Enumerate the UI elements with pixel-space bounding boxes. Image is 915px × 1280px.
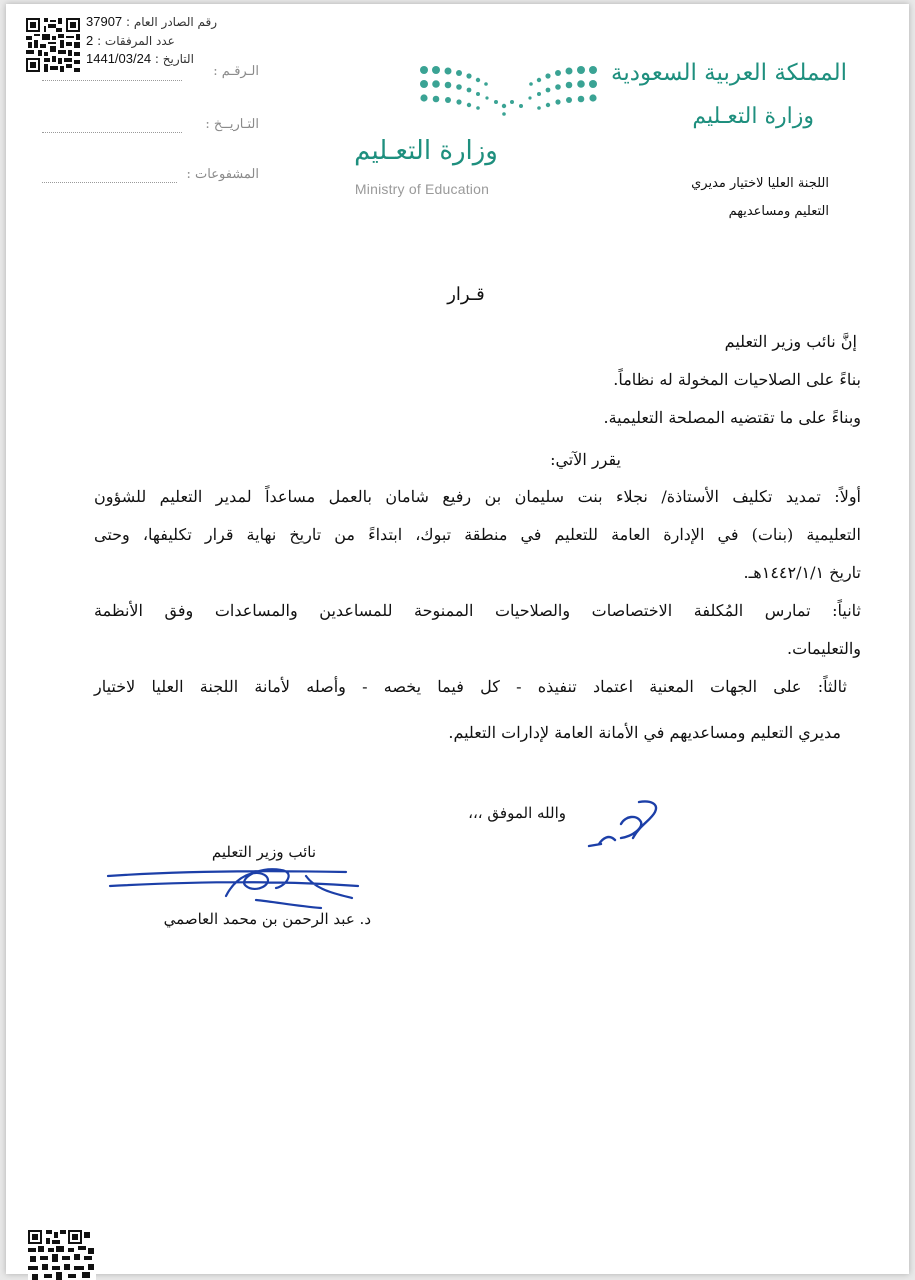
document-page: [6, 4, 909, 1274]
issue-date-label: التاريخ :: [154, 52, 194, 66]
general-number-label: رقم الصادر العام :: [125, 15, 218, 29]
ref-date-dotted-line: [42, 132, 182, 133]
attachments-label: عدد المرفقات :: [97, 34, 175, 48]
decision-title: قـرار: [447, 284, 485, 305]
ref-enclosures-dotted-line: [42, 182, 177, 183]
issue-date-value: 1441/03/24: [86, 51, 152, 66]
attachments-line: [86, 33, 175, 48]
clause-third-line-1: ثالثاً: على الجهات المعنية اعتماد تنفيذه - كل فيما يخصه - وأصله لأمانة اللجنة العليا لاختيار: [94, 677, 847, 696]
ministry-logo-icon: [416, 62, 601, 124]
signature-scribble-icon: [106, 856, 366, 916]
ref-number-dotted-line: [42, 80, 182, 81]
ministry-title: وزارة التعـليم: [692, 104, 814, 129]
attachments-value: 2: [86, 33, 94, 48]
clause-first-line-3: تاريخ ١٤٤٢/١/١هـ.: [743, 563, 861, 582]
signatory-name: د. عبد الرحمن بن محمد العاصمي: [163, 910, 371, 928]
closing-phrase: والله الموفق ،،،: [468, 804, 566, 822]
committee-line-1: اللجنة العليا لاختيار مديري: [691, 176, 829, 191]
intro-line-2: بناءً على الصلاحيات المخولة له نظاماً.: [613, 370, 861, 389]
clause-second-line-1: ثانياً: تمارس المُكلفة الاختصاصات والصلاحيات الممنوحة للمساعدين والمساعدات وفق الأنظمة: [94, 601, 861, 620]
decides-heading: يقرر الآتي:: [550, 450, 621, 469]
general-number-value: 37907: [86, 14, 123, 29]
clause-first-line-2: التعليمية (بنات) في الإدارة العامة للتعليم في منطقة تبوك، ابتداءً من تاريخ نهاية قرار تكليفها، وحتى: [94, 525, 861, 544]
intro-line-3: وبناءً على ما تقتضيه المصلحة التعليمية.: [603, 408, 861, 427]
ref-date-label: التـاريــخ :: [205, 117, 259, 132]
initials-scribble-icon: [581, 794, 671, 854]
logo-english-name: Ministry of Education: [354, 181, 490, 197]
kingdom-title: المملكة العربية السعودية: [611, 60, 847, 86]
logo-arabic-name: وزارة التعـليم: [354, 136, 498, 166]
issue-date-line: [86, 51, 194, 66]
intro-line-1: إنَّ نائب وزير التعليم: [724, 332, 857, 351]
signatory-title: نائب وزير التعليم: [211, 843, 316, 861]
clause-third-line-2: مديري التعليم ومساعديهم في الأمانة العامة لإدارات التعليم.: [448, 723, 841, 742]
committee-line-2: التعليم ومساعديهم: [728, 204, 829, 219]
qr-code-bottom-icon: [28, 1230, 96, 1280]
ref-number-label: الـرقـم :: [213, 64, 259, 79]
clause-first-line-1: أولاً: تمديد تكليف الأستاذة/ نجلاء بنت سليمان بن رفيع شامان بالعمل مساعداً لمدير التعليم للشؤون: [94, 487, 861, 506]
clause-second-line-2: والتعليمات.: [787, 639, 861, 658]
ref-enclosures-label: المشفوعات :: [186, 167, 259, 182]
general-number-line: [86, 14, 217, 29]
qr-code-icon: [26, 18, 80, 72]
